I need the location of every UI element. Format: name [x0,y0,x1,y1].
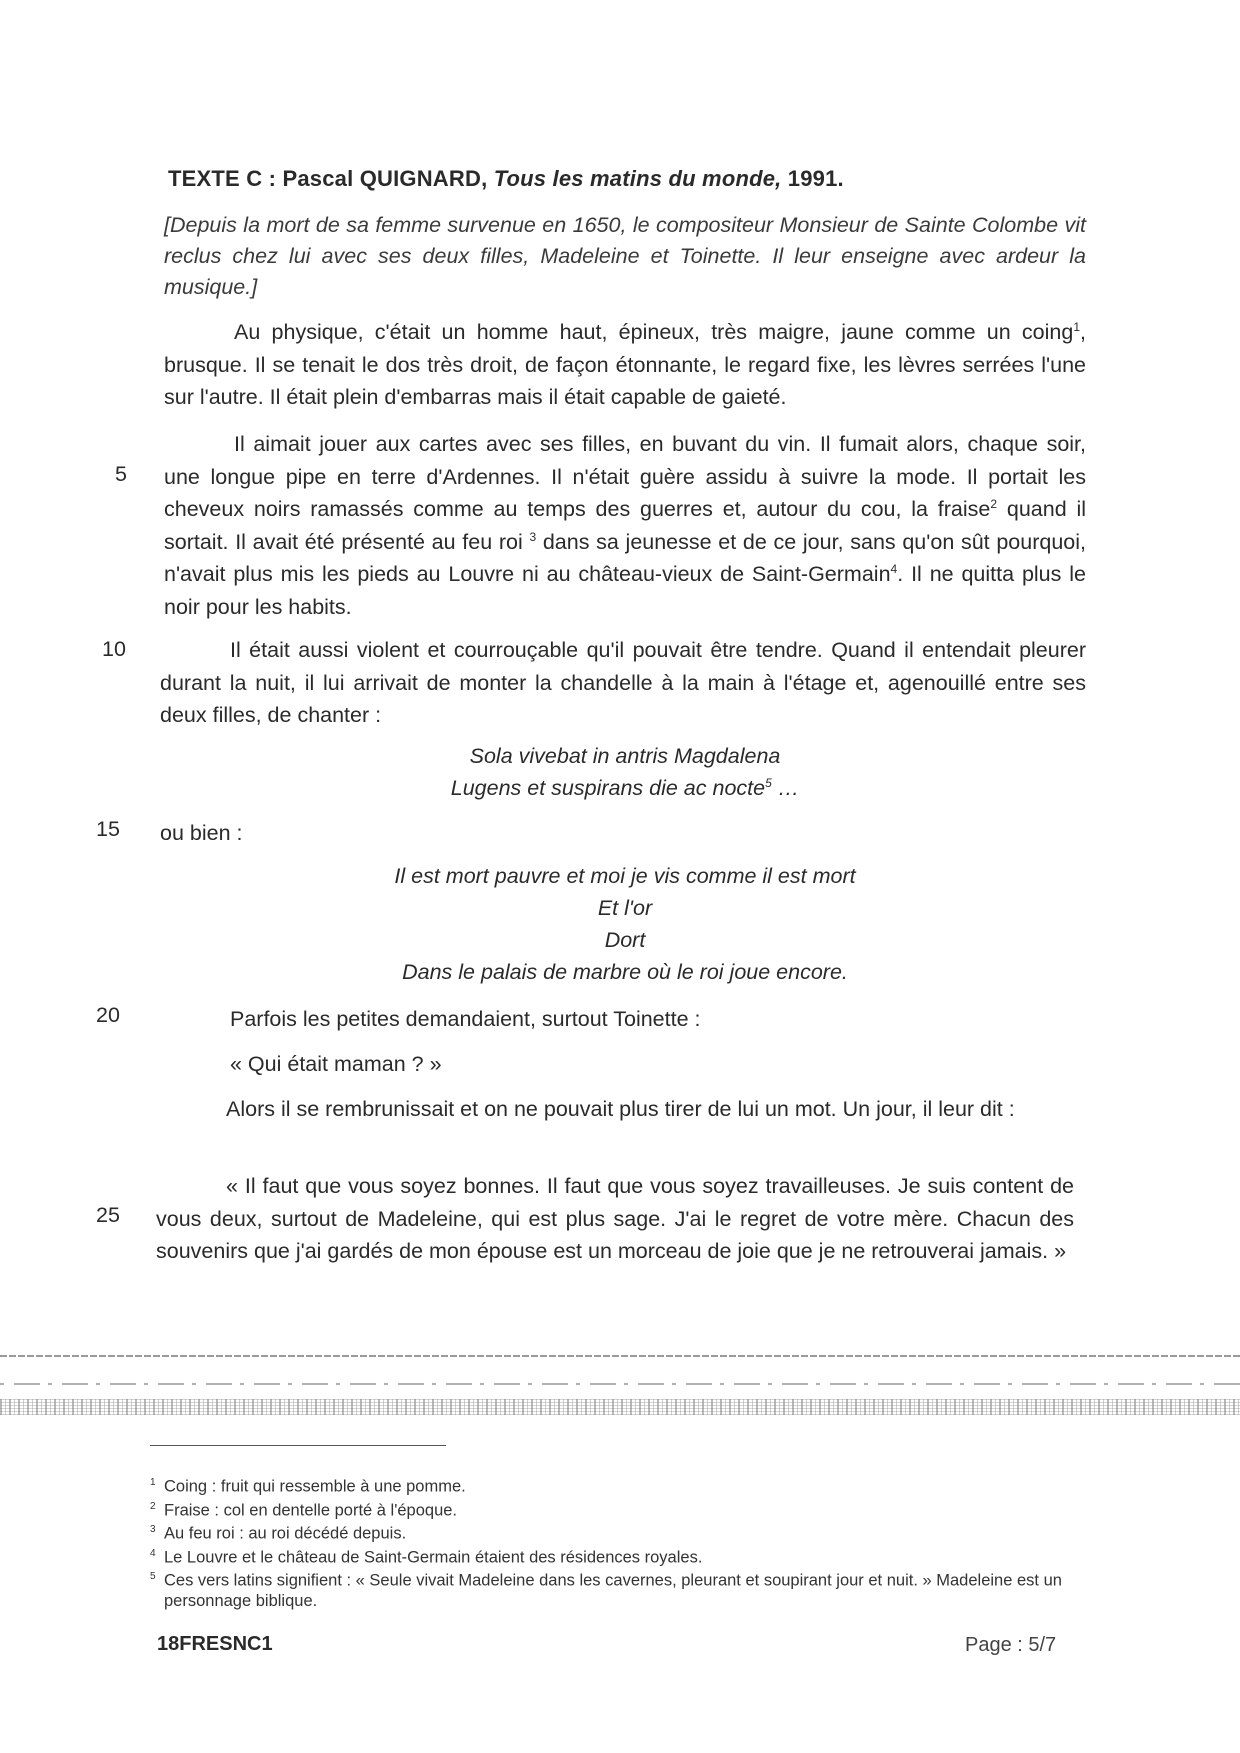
paragraph-5: « Qui était maman ? » [230,1052,442,1076]
title-year: 1991. [781,166,844,191]
paragraph-7: « Il faut que vous soyez bonnes. Il faut que vous soyez travailleuses. Je suis content de vous deux, surtout de Madeleine, qui est plus sage. J'ai le regret de votre mère. Chacun des souvenirs que j'ai gardés de mon épouse est un morceau de joie que je ne retrouverai jamais. » [156,1174,1074,1264]
french-verse-line-3: Dort [604,928,646,952]
footnote-text: Coing : fruit qui ressemble à une pomme. [164,1477,466,1496]
document-code: 18FRESNC1 [157,1633,273,1655]
footnote-3 [150,1520,1070,1544]
footnote-ref-2: 2 [990,497,998,512]
footnote-ref-1: 1 [1073,319,1081,334]
french-verse-line-1: Il est mort pauvre et moi je vis comme il est mort [394,864,856,888]
text-title [168,166,844,192]
p2-text-d: . Il ne quitta plus le noir pour les habits. [164,562,1086,619]
footnote-1 [150,1473,1070,1497]
footnote-4 [150,1544,1070,1568]
footnote-text: Ces vers latins signifient : « Seule vivait Madeleine dans les cavernes, pleurant et soupirant jour et nuit. » Madeleine est un personnage biblique. [164,1571,1062,1610]
scan-artifact-band [0,1399,1240,1415]
footnote-separator [150,1445,446,1446]
footnote-text: Au feu roi : au roi décédé depuis. [164,1524,407,1543]
french-verse-line-2: Et l'or [597,896,653,920]
paragraph-1 [164,316,1086,414]
footnote-ref-3: 3 [529,529,537,544]
footnote-text: Le Louvre et le château de Saint-Germain étaient des résidences royales. [164,1548,703,1566]
intro-summary: [Depuis la mort de sa femme survenue en 1650, le compositeur Monsieur de Sainte Colombe vit reclus chez lui avec ses deux filles, Madeleine et Toinette. Il leur enseigne avec ardeur la musique.] [164,213,1086,299]
footnote-ref-5: 5 [765,775,772,790]
footnote-mark: 2 [150,1500,156,1512]
line-number-15: 15 [96,817,120,841]
p2-text-b: quand il sortait. Il avait été présenté au feu roi [164,497,1086,554]
paragraph-6: Alors il se rembrunissait et on ne pouvait plus tirer de lui un mot. Un jour, il leur dit : [226,1097,1015,1121]
scan-artifact-line [0,1355,1240,1357]
paragraph-3: Il était aussi violent et courrouçable qu'il pouvait être tendre. Quand il entendait pleurer durant la nuit, il lui arrivait de monter la chandelle à la main à l'étage et, agenouillé entre ses deux filles, de chanter : [160,638,1086,728]
ou-bien-line: ou bien : [160,821,243,845]
footnote-2 [150,1497,1070,1521]
footnote-5 [150,1567,1070,1611]
french-verse-line-4: Dans le palais de marbre où le roi joue encore. [402,960,848,984]
footnote-mark: 1 [150,1477,156,1488]
latin-verse-line-1: Sola vivebat in antris Magdalena [469,744,781,768]
line-number-10: 10 [102,637,126,661]
french-verse [160,860,1090,988]
latin-verse-ellipsis: … [771,776,800,800]
title-prefix: TEXTE C : Pascal QUIGNARD, [168,166,494,191]
page-number: Page : 5/7 [965,1634,1057,1656]
footnote-mark: 5 [150,1571,156,1582]
line-number-25: 25 [96,1203,120,1227]
footnote-text: Fraise : col en dentelle porté à l'époque. [164,1501,458,1519]
footnote-mark: 4 [150,1547,156,1559]
paragraph-2 [164,428,1086,624]
latin-verse-line-2 [160,772,1090,804]
p1-text-b: , brusque. Il se tenait le dos très droit, de façon étonnante, le regard fixe, les lèvres serrées l'une sur l'autre. Il était plein d'embarras mais il était capable de gaieté. [164,320,1086,410]
scan-artifact-line [0,1383,1240,1385]
p1-text-a: Au physique, c'était un homme haut, épineux, très maigre, jaune comme un coing [234,320,1074,344]
title-work: Tous les matins du monde, [493,166,782,191]
footnotes-list [150,1473,1070,1611]
footnote-mark: 3 [150,1524,156,1535]
p2-text-c: dans sa jeunesse et de ce jour, sans qu'on sût pourquoi, n'avait plus mis les pieds au Louvre ni au château-vieux de Saint-Germain [164,529,1086,587]
paragraph-4: Parfois les petites demandaient, surtout Toinette : [230,1007,701,1031]
latin-verse-line-2-text: Lugens et suspirans die ac nocte [450,776,766,800]
footnote-ref-4: 4 [890,562,898,577]
latin-verse [160,740,1090,804]
line-number-5: 5 [115,462,127,486]
line-number-20: 20 [96,1003,120,1027]
p2-text-a: Il aimait jouer aux cartes avec ses filles, en buvant du vin. Il fumait alors, chaque soir, une longue pipe en terre d'Ardennes. Il n'était guère assidu à suivre la mode. Il portait les cheveux noirs ramassés comme au temps des guerres et, autour du cou, la fraise [164,432,1086,522]
